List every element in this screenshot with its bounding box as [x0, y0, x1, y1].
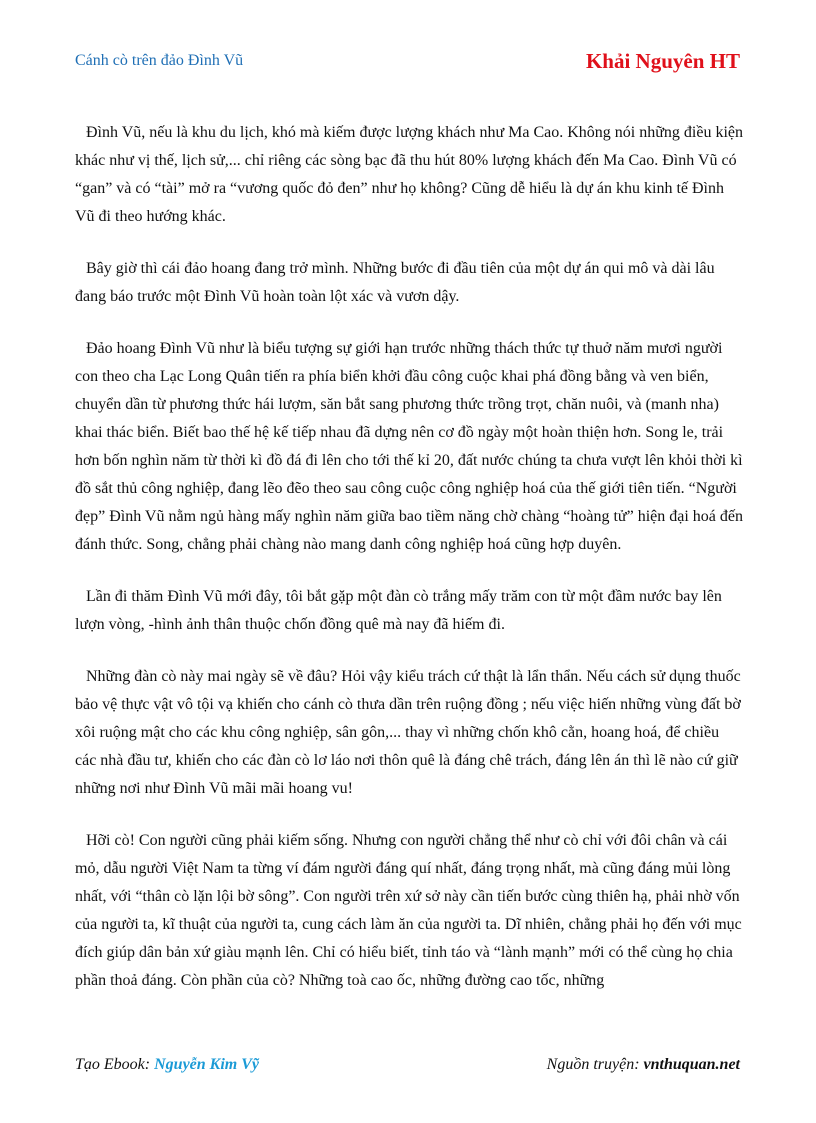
- source-credit: [547, 1056, 740, 1074]
- ebook-credit: [75, 1056, 259, 1074]
- source-site: vnthuquan.net: [643, 1056, 740, 1073]
- ebook-author: Nguyễn Kim Vỹ: [154, 1056, 259, 1073]
- paragraph: Bây giờ thì cái đảo hoang đang trở mình. Những bước đi đầu tiên của một dự án qui mô và dài lâu đang báo trước một Đình Vũ hoàn toàn lột xác và vươn dậy.: [75, 260, 715, 305]
- paragraph: Lần đi thăm Đình Vũ mới đây, tôi bắt gặp một đàn cò trắng mấy trăm con từ một đầm nước bay lên lượn vòng, -hình ảnh thân thuộc chốn đồng quê mà nay đã hiếm đi.: [75, 588, 722, 633]
- paragraph: Hỡi cò! Con người cũng phải kiếm sống. Nhưng con người chẳng thể như cò chỉ với đôi chân và cái mỏ, dẫu người Việt Nam ta từng ví đám người đáng quí nhất, đáng trọng nhất, mà cũng đáng mủi lòng nhất, với “thân cò lặn lội bờ sông”. Con người trên xứ sở này cần tiến bước cùng thiên hạ, phải nhờ vốn của người ta, kĩ thuật của người ta, cung cách làm ăn của người ta. Dĩ nhiên, chẳng phải họ đến với mục đích giúp dân bản xứ giàu mạnh lên. Chỉ có hiểu biết, tỉnh táo và “lành mạnh” mới có thể cùng họ chia phần thoả đáng. Còn phần của cò? Những toà cao ốc, những đường cao tốc, những: [75, 832, 742, 989]
- body-text: [75, 119, 743, 1019]
- paragraph: Đình Vũ, nếu là khu du lịch, khó mà kiếm được lượng khách như Ma Cao. Không nói những điều kiện khác như vị thế, lịch sử,... chỉ riêng các sòng bạc đã thu hút 80% lượng khách đến Ma Cao. Đình Vũ có “gan” và có “tài” mở ra “vương quốc đỏ đen” như họ không? Cũng dễ hiểu là dự án khu kinh tế Đình Vũ đi theo hướng khác.: [75, 124, 743, 225]
- ebook-label: Tạo Ebook: [75, 1056, 145, 1073]
- paragraph: Đảo hoang Đình Vũ như là biểu tượng sự giới hạn trước những thách thức tự thuở năm mươi người con theo cha Lạc Long Quân tiến ra phía biển khởi đầu công cuộc khai phá đồng bằng và ven biển, chuyển dần từ phương thức hái lượm, săn bắt sang phương thức trồng trọt, chăn nuôi, và (manh nha) khai thác biển. Biết bao thế hệ kế tiếp nhau đã dựng nên cơ đồ ngày một hoàn thiện hơn. Song le, trải hơn bốn nghìn năm từ thời kì đồ đá đi lên cho tới thế kỉ 20, đất nước chúng ta chưa vượt lên khỏi thời kì đồ sắt thủ công nghiệp, đang lẽo đẽo theo sau công cuộc công nghiệp hoá của thế giới tiên tiến. “Người đẹp” Đình Vũ nằm ngủ hàng mấy nghìn năm giữa bao tiềm năng chờ chàng “hoàng tử” hiện đại hoá đến đánh thức. Song, chẳng phải chàng nào mang danh công nghiệp hoá cũng hợp duyên.: [75, 340, 743, 553]
- author-name: Khải Nguyên HT: [585, 49, 740, 73]
- paragraph: Những đàn cò này mai ngày sẽ về đâu? Hỏi vậy kiểu trách cứ thật là lẩn thẩn. Nếu cách sử dụng thuốc bảo vệ thực vật vô tội vạ khiến cho cánh cò thưa dần trên ruộng đồng ; nếu việc hiến những vùng đất bờ xôi ruộng mật cho các khu công nghiệp, sân gôn,... thay vì những chốn khô cằn, hoang hoá, để chiều các nhà đầu tư, khiến cho các đàn cò lơ láo nơi thôn quê là đáng chê trách, đáng lên án thì lẽ nào cứ giữ những nơi như Đình Vũ mãi mãi hoang vu!: [75, 668, 741, 797]
- source-separator: :: [634, 1056, 644, 1073]
- source-label: Nguồn truyện: [546, 1056, 635, 1073]
- ebook-separator: :: [144, 1056, 155, 1073]
- book-title: Cánh cò trên đảo Đình Vũ: [75, 52, 244, 69]
